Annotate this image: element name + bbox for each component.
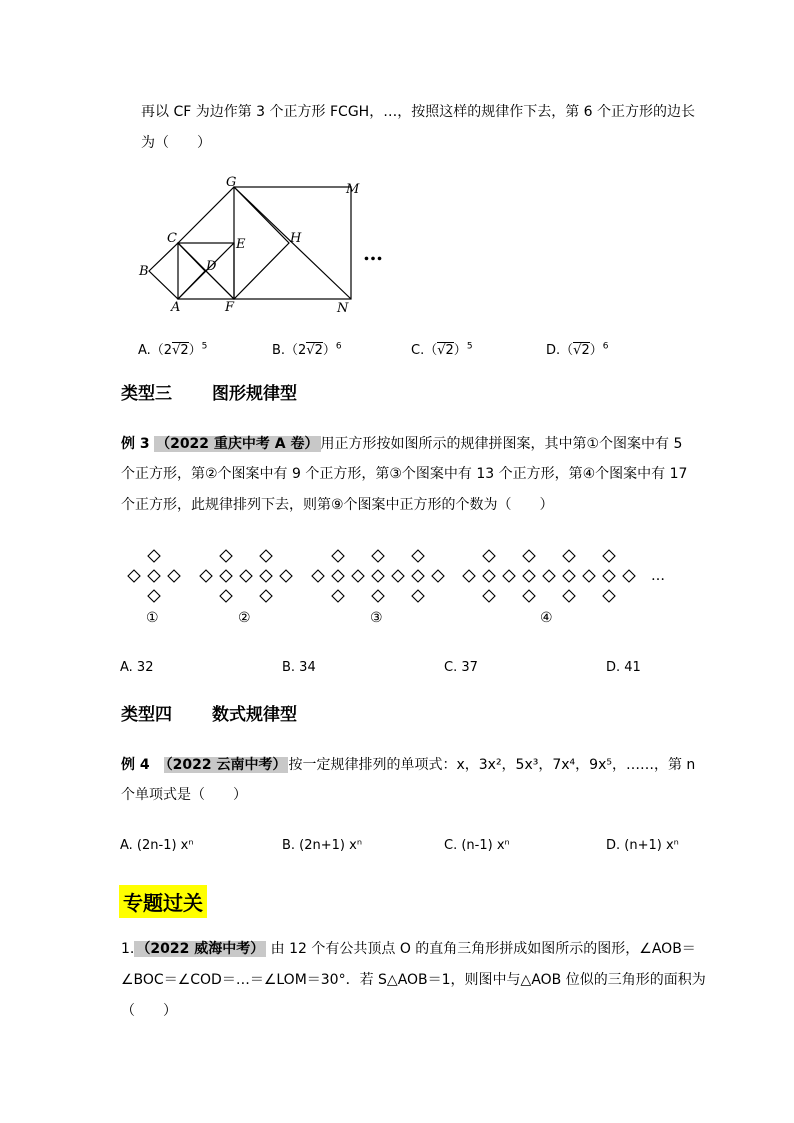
pattern-diamond (603, 550, 615, 562)
section-heading-type3: 类型三 图形规律型 (121, 384, 297, 404)
pattern-diamond (352, 570, 364, 582)
ex3-option-c: C. 37 (444, 660, 478, 675)
label-b: B (139, 264, 149, 279)
pattern-diamond (260, 590, 272, 602)
ex3-option-a: A. 32 (120, 660, 154, 675)
pattern-diamond (372, 550, 384, 562)
pattern-diamond (200, 570, 212, 582)
pattern-diamond (260, 570, 272, 582)
section-heading-type4: 类型四 数式规律型 (121, 705, 297, 725)
example3-line2: 个正方形，第②个图案中有 9 个正方形，第③个图案中有 13 个正方形，第④个图案中有 17 (121, 466, 688, 482)
pattern-diamond (148, 570, 160, 582)
label-h: H (290, 231, 302, 246)
pattern-diamond (412, 570, 424, 582)
pattern-ellipsis: … (651, 568, 665, 584)
question-line: 为（ ） (141, 135, 211, 151)
pattern-diamond (523, 550, 535, 562)
option-c: $C.(√2)^5$ (411, 341, 473, 358)
example4-line1: 例 4 （2022 云南中考） 按一定规律排列的单项式：x，3x²，5x³，7x⁴，9x⁵，……，第 n (121, 757, 696, 773)
label-m: M (346, 182, 360, 197)
problem1-line3: （ ） (121, 1003, 177, 1019)
pattern-diamond (220, 570, 232, 582)
pattern-diamond (563, 590, 575, 602)
pattern-diamond (483, 550, 495, 562)
section-title: 专题过关 (119, 885, 207, 918)
ex3-option-b: B. 34 (282, 660, 316, 675)
label-c: C (167, 231, 177, 246)
ex4-option-c: C. (n-1) xⁿ (444, 838, 510, 853)
square-1 (149, 243, 205, 299)
pattern-diamond (583, 570, 595, 582)
label-f: F (225, 300, 235, 315)
pattern-label-1: ① (146, 610, 159, 626)
pattern-diamond (543, 570, 555, 582)
pattern-diamond (523, 590, 535, 602)
ex4-option-a: A. (2n-1) xⁿ (120, 838, 194, 853)
pattern-diamond (128, 570, 140, 582)
pattern-diamond (623, 570, 635, 582)
label-e: E (236, 237, 246, 252)
pattern-diamond (168, 570, 180, 582)
figure-ellipsis: … (363, 241, 383, 265)
problem1-line1: 1. （2022 威海中考） 由 12 个有公共顶点 O 的直角三角形拼成如图所示的图形，∠AOB＝ (121, 941, 696, 957)
pattern-diamond (332, 590, 344, 602)
pattern-diamond (463, 570, 475, 582)
pattern-diamond (148, 590, 160, 602)
pattern-diamond (312, 570, 324, 582)
question-line: 再以 CF 为边作第 3 个正方形 FCGH，…，按照这样的规律作下去，第 6 个正方形的边长 (141, 104, 695, 120)
diamond-patterns (120, 542, 680, 632)
pattern-diamond (392, 570, 404, 582)
label-g: G (226, 175, 237, 190)
example4-line2: 个单项式是（ ） (121, 787, 247, 803)
pattern-diamond (483, 590, 495, 602)
pattern-diamond (220, 590, 232, 602)
pattern-diamond (603, 570, 615, 582)
pattern-diamond (603, 590, 615, 602)
pattern-diamond (412, 590, 424, 602)
pattern-diamond (260, 550, 272, 562)
pattern-diamond (148, 550, 160, 562)
pattern-label-3: ③ (370, 610, 383, 626)
ex4-option-d: D. (n+1) xⁿ (606, 838, 679, 853)
pattern-diamond (240, 570, 252, 582)
option-a: $A.(2√2)^5$ (138, 341, 208, 358)
pattern-diamond (412, 550, 424, 562)
pattern-diamond (372, 590, 384, 602)
ex3-option-d: D. 41 (606, 660, 641, 675)
pattern-label-2: ② (238, 610, 251, 626)
option-b: $B.(2√2)^6$ (272, 341, 342, 358)
pattern-diamond (332, 550, 344, 562)
label-a: A (171, 300, 181, 315)
pattern-diamond (220, 550, 232, 562)
pattern-diamond (523, 570, 535, 582)
pattern-diamond (432, 570, 444, 582)
pattern-diamond (483, 570, 495, 582)
pattern-diamond (332, 570, 344, 582)
example3-line3: 个正方形，此规律排列下去，则第⑨个图案中正方形的个数为（ ） (121, 497, 554, 513)
pattern-diamond (563, 550, 575, 562)
pattern-diamond (503, 570, 515, 582)
ex4-option-b: B. (2n+1) xⁿ (282, 838, 363, 853)
square-figure (130, 170, 390, 320)
label-d: D (206, 259, 217, 274)
pattern-diamond (563, 570, 575, 582)
pattern-diamond (280, 570, 292, 582)
label-n: N (337, 301, 349, 316)
pattern-label-4: ④ (540, 610, 553, 626)
problem1-line2: ∠BOC＝∠COD＝…＝∠LOM＝30°．若 S△AOB＝1，则图中与△AOB 位似的三角形的面积为 (121, 972, 706, 988)
option-d: $D.(√2)^6$ (546, 341, 609, 358)
example3-line1: 例 3 （2022 重庆中考 A 卷） 用正方形按如图所示的规律拼图案，其中第①个图案中有 5 (121, 436, 683, 452)
pattern-diamond (372, 570, 384, 582)
